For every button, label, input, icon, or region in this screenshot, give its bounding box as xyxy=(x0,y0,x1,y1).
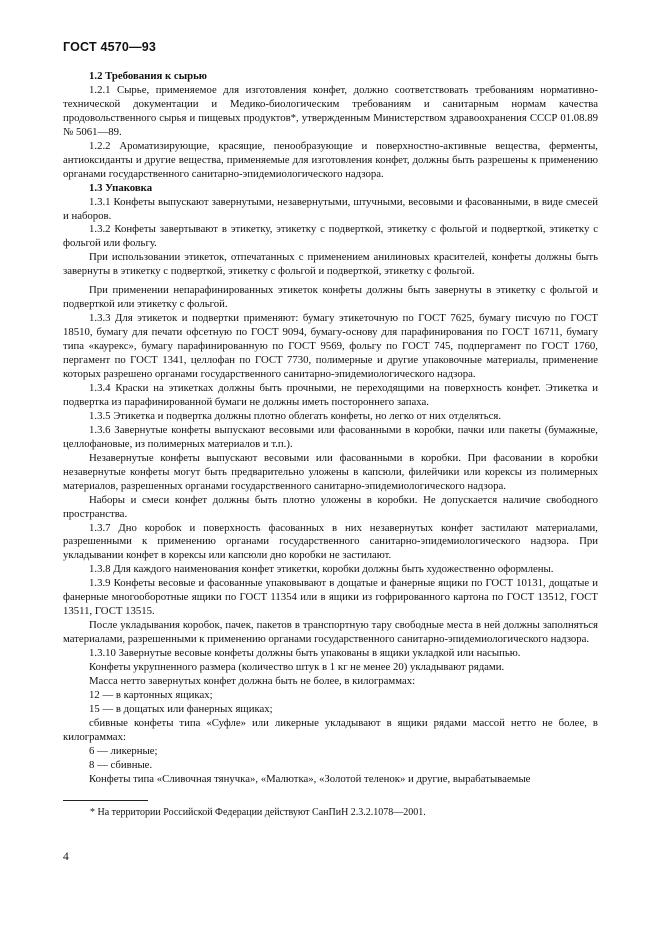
paragraph: При применении непарафинированных этикеток конфеты должны быть завернуты в этикетку с фольгой и подверткой или этикетку с фольгой. xyxy=(63,284,598,311)
paragraph: 1.3.7 Дно коробок и поверхность фасованных в них незавернутых конфет застилают материалами, разрешенными к применению органами государственного санитарно-эпидемиологического надзора. При укладывании конфет в корексы или капсюли дно коробки не застилают. xyxy=(63,521,598,562)
paragraph: Конфеты типа «Сливочная тянучка», «Малютка», «Золотой теленок» и другие, вырабатываемые xyxy=(89,772,531,785)
paragraph: 6 — ликерные; xyxy=(89,744,158,757)
paragraph: 1.3.3 Для этикеток и подвертки применяют: бумагу этикеточную по ГОСТ 7625, бумагу писчую по ГОСТ 18510, бумагу для печати офсетную по ГОСТ 9094, бумагу-основу для парафинирования по ГОСТ 16711, бумагу типа «каурекс», бумагу парафинированную по ГОСТ 9569, фольгу по ГОСТ 745, подпергамент по ГОСТ 1760, пергамент по ГОСТ 1341, целлофан по ГОСТ 7730, полимерные и другие упаковочные материалы, применение которых разрешено органами государственного санитарно-эпидемиологического надзора. xyxy=(63,312,598,381)
paragraph: Незавернутые конфеты выпускают весовыми или фасованными в коробки. При фасовании в коробки незавернутые конфеты могут быть предварительно уложены в капсюли, филейчики или корексы из полимерных материалов, разрешенных органами государственного санитарно-эпидемиологического надзора. xyxy=(63,451,598,492)
paragraph: 1.3.4 Краски на этикетках должны быть прочными, не переходящими на поверхность конфет. Этикетка и подвертка из парафинированной бумаги не должны иметь постороннего запаха. xyxy=(63,381,598,408)
paragraph: 1.2.1 Сырье, применяемое для изготовления конфет, должно соответствовать требованиям нормативно-технической документации и Медико-биологическим требованиям и санитарным нормам качества продовольственного сырья и пищевых продуктов*, утвержденным Министерством здравоохранения СССР 01.08.89 № 5061—89. xyxy=(63,83,598,138)
footnote: * На территории Российской Федерации действуют СанПиН 2.3.2.1078—2001. xyxy=(90,807,426,818)
paragraph: 8 — сбивные. xyxy=(89,758,153,771)
document-body xyxy=(63,70,598,787)
paragraph: 15 — в дощатых или фанерных ящиках; xyxy=(89,702,273,715)
paragraph: 1.3.2 Конфеты завертывают в этикетку, этикетку с подверткой, этикетку с фольгой и подверткой, этикетку с фольгой или фольгу. xyxy=(63,223,598,250)
section-heading: 1.3 Упаковка xyxy=(89,181,153,194)
paragraph: После укладывания коробок, пачек, пакетов в транспортную тару свободные места в ней должны заполняться материалами, разрешенными к применению органами государственного санитарно-эпидемиологического надзора. xyxy=(63,619,598,646)
paragraph: Наборы и смеси конфет должны быть плотно уложены в коробки. Не допускается наличие свободного пространства. xyxy=(63,493,598,520)
document-header: ГОСТ 4570—93 xyxy=(63,40,157,54)
paragraph: Масса нетто завернутых конфет должна быть не более, в килограммах: xyxy=(89,674,416,687)
paragraph: Конфеты укрупненного размера (количество штук в 1 кг не менее 20) укладывают рядами. xyxy=(89,661,505,674)
paragraph: При использовании этикеток, отпечатанных с применением анилиновых красителей, конфеты должны быть завернуты в этикетку с подверткой, этикетку с фольгой и подверткой, этикетку с фольгой. xyxy=(63,251,598,278)
paragraph: 1.3.5 Этикетка и подвертка должны плотно облегать конфеты, но легко от них отделяться. xyxy=(89,409,502,422)
page-number: 4 xyxy=(63,851,69,863)
paragraph: 1.2.2 Ароматизирующие, красящие, пенообразующие и поверхностно-активные вещества, ферменты, антиоксиданты и другие вещества, применяемые для изготовления конфет, должны быть разрешены к применению органами государственного санитарно-эпидемиологического надзора. xyxy=(63,139,598,180)
paragraph: 1.3.1 Конфеты выпускают завернутыми, незавернутыми, штучными, весовыми и фасованными, в виде смесей и наборов. xyxy=(63,195,598,222)
section-heading: 1.2 Требования к сырью xyxy=(89,70,207,82)
paragraph: 1.3.8 Для каждого наименования конфет этикетки, коробки должны быть художественно оформлены. xyxy=(89,563,554,576)
paragraph: 12 — в картонных ящиках; xyxy=(89,688,213,701)
paragraph: 1.3.10 Завернутые весовые конфеты должны быть упакованы в ящики укладкой или насыпью. xyxy=(89,647,521,660)
footnote-separator xyxy=(63,800,148,801)
paragraph: сбивные конфеты типа «Суфле» или ликерные укладывают в ящики рядами массой нетто не более, в килограммах: xyxy=(63,716,598,743)
paragraph: 1.3.6 Завернутые конфеты выпускают весовыми или фасованными в коробки, пачки или пакеты (бумажные, целлофановые, из полимерных материалов и т.п.). xyxy=(63,423,598,450)
paragraph: 1.3.9 Конфеты весовые и фасованные упаковывают в дощатые и фанерные ящики по ГОСТ 10131, дощатые и фанерные многооборотные ящики по ГОСТ 11354 или в ящики из гофрированного картона по ГОСТ 13512, ГОСТ 13511, ГОСТ 13515. xyxy=(63,577,598,618)
